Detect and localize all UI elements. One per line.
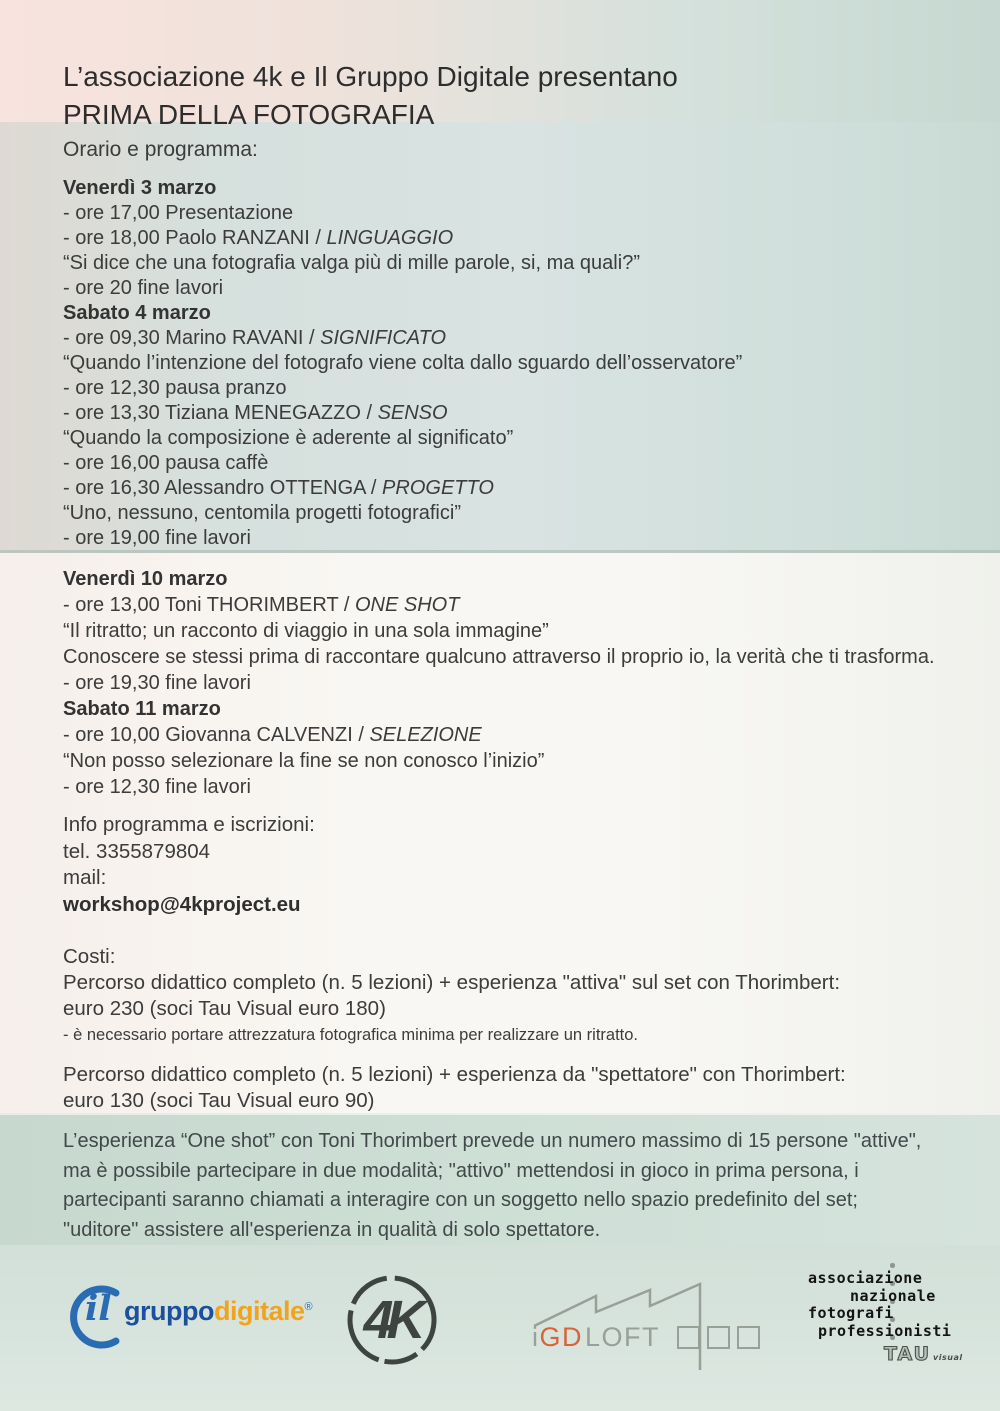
quote-line: “Si dice che una fotografia valga più di mille parole, si, ma quali?” — [63, 252, 640, 274]
fourk-circle-icon — [344, 1272, 440, 1368]
date-heading: Venerdì 10 marzo — [63, 568, 228, 590]
schedule-line: - ore 12,30 fine lavori — [63, 776, 251, 798]
cost-option1-description: Percorso didattico completo (n. 5 lezioni) + esperienza "attiva" sul set con Thorimbert: — [63, 971, 841, 994]
schedule-line: - ore 13,00 Toni THORIMBERT / ONE SHOT — [63, 594, 460, 616]
anfp-wordmark — [808, 1270, 968, 1340]
anfp-line: associazione — [808, 1269, 923, 1287]
note-line: ma è possibile partecipare in due modalità; "attivo" mettendosi in gioco in prima persona, i — [63, 1159, 859, 1182]
email-address: workshop@4kproject.eu — [63, 892, 301, 916]
contact-info — [63, 812, 315, 918]
fourk-logo — [344, 1272, 440, 1368]
anfp-line: professionisti — [818, 1321, 952, 1340]
costs-section — [63, 944, 846, 1114]
event-title: PRIMA DELLA FOTOGRAFIA — [63, 99, 435, 130]
experience-note — [63, 1127, 921, 1245]
header-subtitle: Orario e programma: — [63, 138, 258, 161]
gruppo-digitale-logo — [58, 1280, 313, 1354]
anfp-line: nazionale — [850, 1286, 936, 1305]
schedule-line: - ore 16,00 pausa caffè — [63, 452, 269, 474]
date-heading: Sabato 4 marzo — [63, 302, 211, 324]
gd-il-script: il — [85, 1288, 112, 1329]
phone-number: tel. 3355879804 — [63, 839, 211, 863]
anfp-logo — [808, 1270, 968, 1367]
presenter-line: L’associazione 4k e Il Gruppo Digitale presentano — [63, 61, 678, 92]
schedule-line: - ore 18,00 Paolo RANZANI / LINGUAGGIO — [63, 227, 454, 249]
cost-option2-price: euro 130 (soci Tau Visual euro 90) — [63, 1089, 375, 1112]
cost-option2-description: Percorso didattico completo (n. 5 lezioni) + esperienza da "spettatore" con Thorimbert: — [63, 1063, 846, 1086]
anfp-line: fotografi — [808, 1304, 894, 1322]
mail-label: mail: — [63, 866, 107, 889]
note-line: partecipanti saranno chiamati a interagire con un soggetto nello spazio predefinito del set; — [63, 1189, 858, 1211]
info-title: Info programma e iscrizioni: — [63, 813, 315, 836]
igdloft-logo — [528, 1280, 708, 1374]
svg-text:4K: 4K — [363, 1290, 419, 1350]
program-schedule-weekend1 — [63, 176, 742, 551]
date-heading: Venerdì 3 marzo — [63, 177, 217, 199]
schedule-line: - ore 16,30 Alessandro OTTENGA / PROGETTO — [63, 477, 494, 499]
schedule-line: - ore 12,30 pausa pranzo — [63, 377, 287, 399]
schedule-line: - ore 17,00 Presentazione — [63, 202, 294, 224]
quote-line: “Uno, nessuno, centomila progetti fotografici” — [63, 502, 461, 524]
date-heading: Sabato 11 marzo — [63, 698, 221, 720]
gd-wordmark: gruppodigitale® — [124, 1296, 313, 1326]
description-line: Conoscere se stessi prima di raccontare qualcuno attraverso il proprio io, la verità che ti trasforma. — [63, 646, 935, 668]
schedule-line: - ore 20 fine lavori — [63, 277, 224, 299]
quote-line: “Il ritratto; un racconto di viaggio in una sola immagine” — [63, 620, 549, 642]
note-line: "uditore" assistere all'esperienza in qualità di solo spettatore. — [63, 1218, 601, 1241]
schedule-line: - ore 19,30 fine lavori — [63, 672, 251, 694]
spacer — [63, 1048, 846, 1062]
quote-line: “Quando l’intenzione del fotografo viene colta dallo sguardo dell’osservatore” — [63, 352, 743, 374]
quote-line: “Non posso selezionare la fine se non conosco l’inizio” — [63, 750, 545, 772]
costs-title: Costi: — [63, 945, 116, 968]
cost-option1-price: euro 230 (soci Tau Visual euro 180) — [63, 997, 386, 1020]
program-schedule-weekend2 — [63, 566, 935, 800]
header — [63, 58, 678, 163]
igdloft-wordmark: i GD LOFT — [532, 1322, 760, 1353]
schedule-line: - ore 13,30 Tiziana MENEGAZZO / SENSO — [63, 402, 448, 424]
cost-option1-note: - è necessario portare attrezzatura fotografica minima per realizzare un ritratto. — [63, 1026, 639, 1044]
schedule-line: - ore 09,30 Marino RAVANI / SIGNIFICATO — [63, 327, 447, 349]
schedule-line: - ore 10,00 Giovanna CALVENZI / SELEZIONE — [63, 724, 482, 746]
schedule-line: - ore 19,00 fine lavori — [63, 527, 251, 549]
quote-line: “Quando la composizione è aderente al significato” — [63, 427, 514, 449]
tau-visual-logo: TAU visual — [884, 1343, 963, 1365]
note-line: L’esperienza “One shot” con Toni Thorimbert prevede un numero massimo di 15 persone "attive", — [63, 1130, 922, 1152]
window-squares-icon — [670, 1326, 760, 1349]
